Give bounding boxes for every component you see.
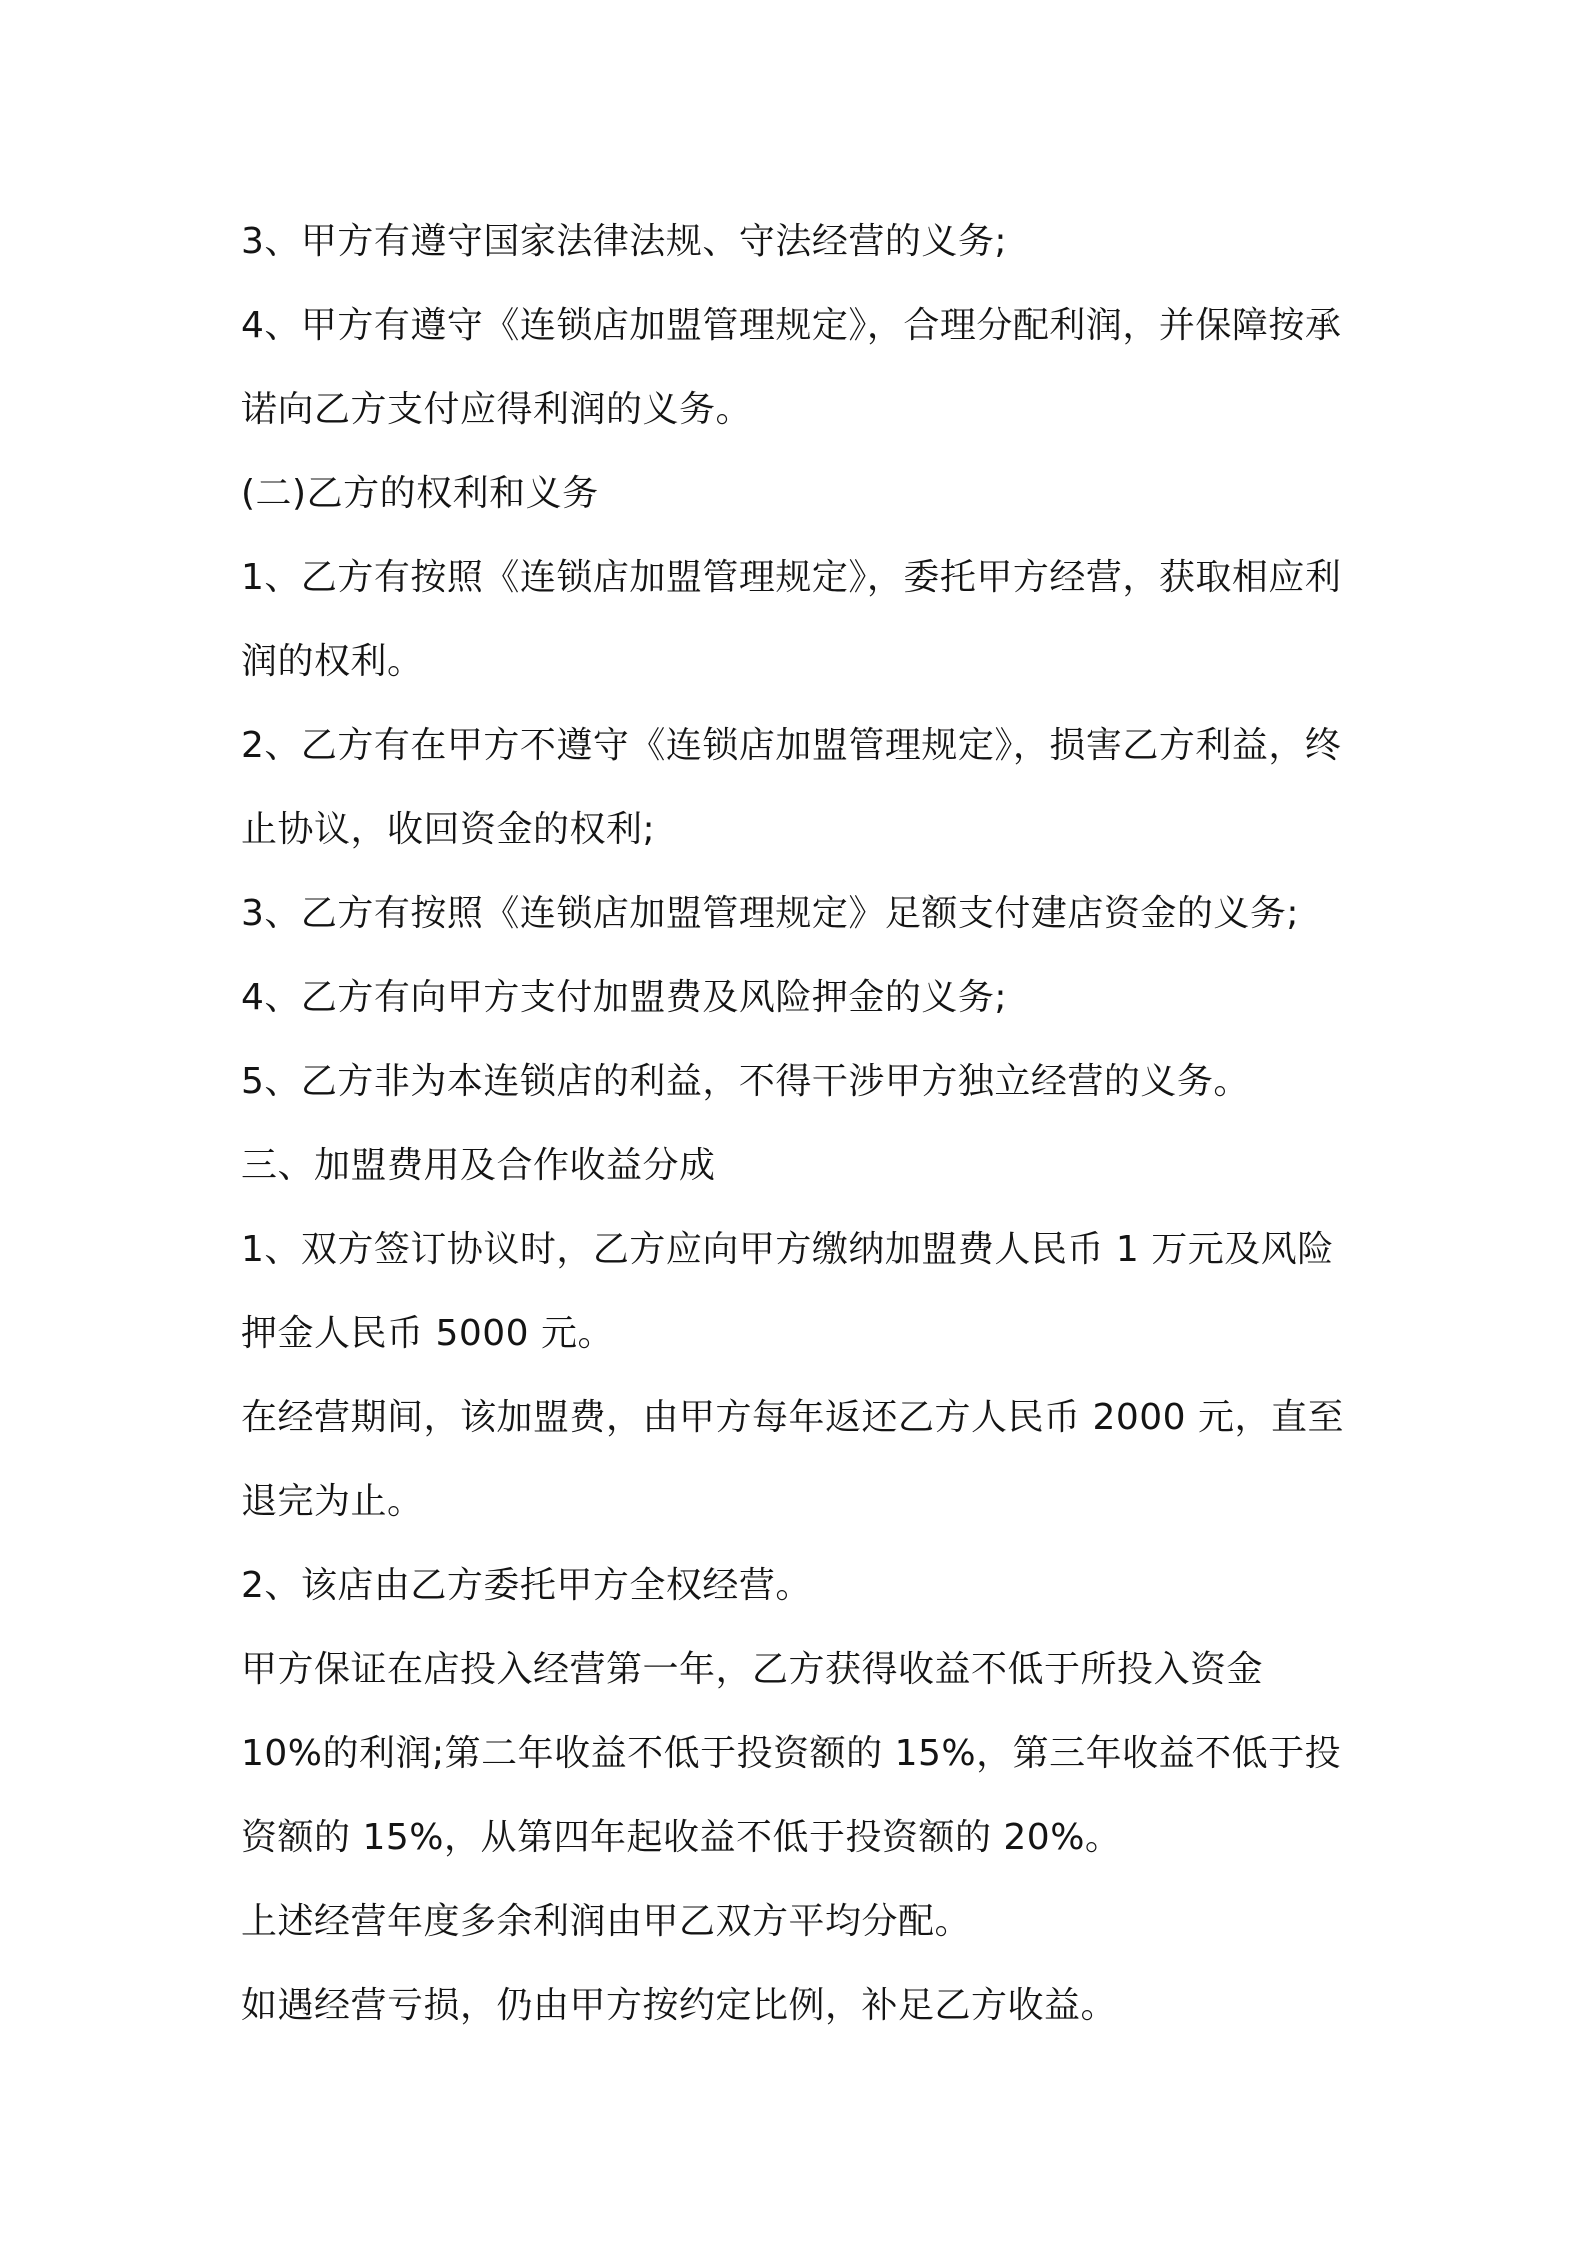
paragraph-loss-compensation: 如遇经营亏损，仍由甲方按约定比例，补足乙方收益。 [241,1985,1118,2026]
paragraph-return-guarantee-line-3: 资额的 15%，从第四年起收益不低于投资额的 20%。 [241,1817,1122,1858]
clause-party-b-1-line-2: 润的权利。 [241,641,424,682]
section-heading-party-b-rights: (二)乙方的权利和义务 [241,473,599,514]
paragraph-profit-split: 上述经营年度多余利润由甲乙双方平均分配。 [241,1901,972,1942]
paragraph-fee-refund-line-1: 在经营期间，该加盟费，由甲方每年返还乙方人民币 2000 元，直至 [241,1397,1345,1438]
paragraph-fee-refund-line-2: 退完为止。 [241,1481,424,1522]
clause-party-a-4-line-2: 诺向乙方支付应得利润的义务。 [241,389,753,430]
clause-party-b-5-line-1: 5、乙方非为本连锁店的利益，不得干涉甲方独立经营的义务。 [241,1061,1250,1102]
clause-party-a-3-line-1: 3、甲方有遵守国家法律法规、守法经营的义务; [241,221,1008,262]
paragraph-return-guarantee-line-1: 甲方保证在店投入经营第一年，乙方获得收益不低于所投入资金 [241,1649,1264,1690]
clause-party-b-3-line-1: 3、乙方有按照《连锁店加盟管理规定》足额支付建店资金的义务; [241,893,1300,934]
clause-party-b-2-line-1: 2、乙方有在甲方不遵守《连锁店加盟管理规定》，损害乙方利益，终 [241,725,1342,766]
paragraph-return-guarantee-line-2: 10%的利润;第二年收益不低于投资额的 15%，第三年收益不低于投 [241,1733,1342,1774]
clause-fees-2-line-1: 2、该店由乙方委托甲方全权经营。 [241,1565,812,1606]
clause-fees-1-line-2: 押金人民币 5000 元。 [241,1313,615,1354]
clause-party-b-4-line-1: 4、乙方有向甲方支付加盟费及风险押金的义务; [241,977,1008,1018]
clause-party-a-4-line-1: 4、甲方有遵守《连锁店加盟管理规定》，合理分配利润，并保障按承 [241,305,1342,346]
section-heading-fees-and-revenue: 三、加盟费用及合作收益分成 [241,1145,716,1186]
clause-fees-1-line-1: 1、双方签订协议时，乙方应向甲方缴纳加盟费人民币 1 万元及风险 [241,1229,1334,1270]
clause-party-b-1-line-1: 1、乙方有按照《连锁店加盟管理规定》，委托甲方经营，获取相应利 [241,557,1342,598]
document-body [241,200,1361,2048]
clause-party-b-2-line-2: 止协议，收回资金的权利; [241,809,656,850]
